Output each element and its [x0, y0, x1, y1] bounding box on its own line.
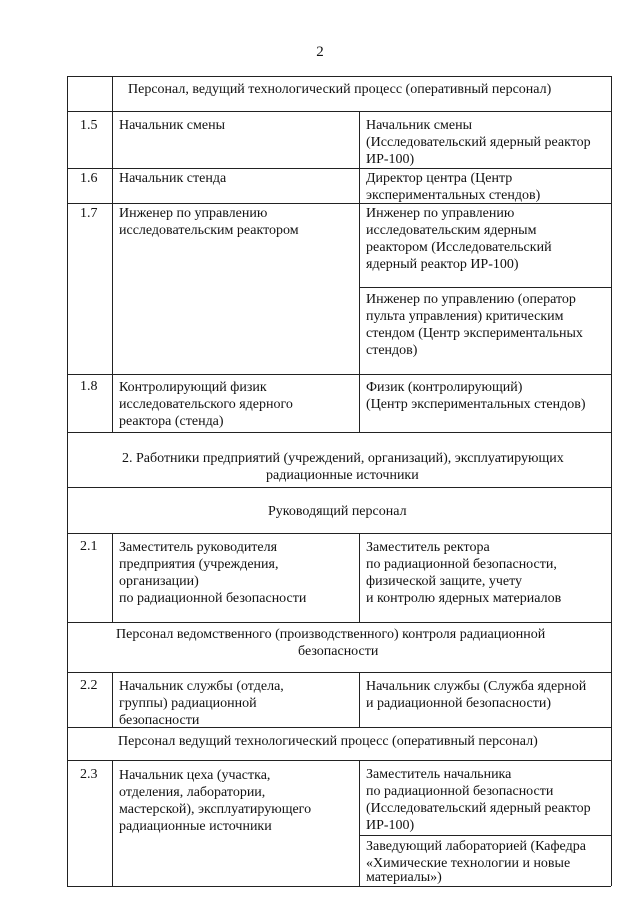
table-rule — [359, 835, 611, 836]
row-number: 1.6 — [80, 171, 98, 186]
position-detail: ядерный реактор ИР-100) — [366, 257, 519, 272]
table-rule — [359, 111, 360, 432]
position-title: Начальник смены — [119, 118, 225, 133]
table-rule — [67, 533, 611, 534]
position-title: мастерской), эксплуатирующего — [119, 802, 312, 817]
position-title: предприятия (учреждения, — [119, 557, 279, 572]
position-detail: и радиационной безопасности) — [366, 696, 552, 711]
position-detail: Заместитель начальника — [366, 767, 512, 782]
position-detail: Инженер по управлению (оператор — [366, 292, 576, 307]
position-detail: (Исследовательский ядерный реактор — [366, 135, 591, 150]
position-title: по радиационной безопасности — [119, 591, 307, 606]
section-heading-operative-2: Персонал ведущий технологический процесс (оперативный персонал) — [118, 734, 538, 749]
table-rule — [67, 487, 611, 488]
table-rule — [67, 111, 611, 112]
row-number: 1.5 — [80, 118, 98, 133]
table-rule — [112, 672, 113, 727]
position-detail: и контролю ядерных материалов — [366, 591, 562, 606]
position-detail: Директор центра (Центр — [366, 171, 513, 186]
position-detail: Начальник службы (Служба ядерной — [366, 679, 587, 694]
position-title: группы) радиационной — [119, 696, 257, 711]
position-title: Начальник службы (отдела, — [119, 679, 284, 694]
position-title: Начальник стенда — [119, 171, 227, 186]
table-rule — [67, 760, 611, 761]
section-heading-2: 2. Работники предприятий (учреждений, организаций), эксплуатирующих — [122, 451, 564, 466]
position-title: радиационные источники — [119, 819, 272, 834]
position-detail: экспериментальных стендов) — [366, 188, 541, 203]
table-rule — [359, 287, 611, 288]
position-detail: исследовательским ядерным — [366, 223, 537, 238]
position-title: организации) — [119, 574, 199, 589]
table-rule — [112, 533, 113, 622]
section-heading-managing: Руководящий персонал — [268, 504, 407, 519]
position-detail: (Исследовательский ядерный реактор — [366, 801, 591, 816]
section-heading-control: Персонал ведомственного (производственного) контроля радиационной — [116, 627, 546, 642]
position-detail: Физик (контролирующий) — [366, 380, 523, 395]
position-detail: стендов) — [366, 343, 418, 358]
position-detail: Заместитель ректора — [366, 540, 490, 555]
position-detail: по радиационной безопасности, — [366, 557, 557, 572]
position-detail: (Центр экспериментальных стендов) — [366, 397, 586, 412]
position-detail: пульта управления) критическим — [366, 309, 564, 324]
table-rule — [67, 76, 68, 886]
position-detail: ИР-100) — [366, 152, 415, 167]
position-title: Контролирующий физик — [119, 380, 267, 395]
position-detail: Начальник смены — [366, 118, 472, 133]
position-title: отделения, лаборатории, — [119, 785, 266, 800]
row-number: 2.3 — [80, 767, 98, 782]
position-detail: по радиационной безопасности — [366, 784, 554, 799]
position-detail: реактором (Исследовательский — [366, 240, 552, 255]
row-number: 2.2 — [80, 678, 98, 693]
table-rule — [112, 760, 113, 886]
row-number: 1.7 — [80, 206, 98, 221]
table-rule — [67, 672, 611, 673]
row-number: 2.1 — [80, 539, 98, 554]
position-detail: Заведующий лабораторией (Кафедра — [366, 839, 586, 854]
table-rule — [112, 76, 113, 111]
position-title: Начальник цеха (участка, — [119, 768, 271, 783]
section-heading-control-cont: безопасности — [298, 644, 379, 659]
position-title: Инженер по управлению — [119, 206, 268, 221]
position-title: Заместитель руководителя — [119, 540, 278, 555]
position-detail: ИР-100) — [366, 818, 415, 833]
position-detail: стендом (Центр экспериментальных — [366, 326, 583, 341]
table-rule — [67, 432, 611, 433]
position-detail: Инженер по управлению — [366, 206, 515, 221]
position-detail: материалы») — [366, 870, 442, 885]
position-title: исследовательским реактором — [119, 223, 299, 238]
section-heading-operative: Персонал, ведущий технологический процесс (оперативный персонал) — [128, 82, 552, 97]
table-rule — [611, 76, 612, 886]
table-rule — [359, 672, 360, 727]
table-rule — [359, 760, 360, 886]
table-rule — [67, 168, 611, 169]
page-number: 2 — [316, 44, 324, 60]
position-title: исследовательского ядерного — [119, 397, 293, 412]
table-rule — [112, 111, 113, 432]
table-rule — [67, 622, 611, 623]
table-rule — [67, 76, 611, 77]
position-detail: «Химические технологии и новые — [366, 856, 571, 871]
position-title: безопасности — [119, 713, 200, 728]
position-title: реактора (стенда) — [119, 414, 224, 429]
row-number: 1.8 — [80, 379, 98, 394]
table-rule — [67, 886, 611, 887]
section-heading-2-cont: радиационные источники — [266, 468, 419, 483]
table-rule — [359, 533, 360, 622]
position-detail: физической защите, учету — [366, 574, 523, 589]
table-rule — [67, 374, 611, 375]
